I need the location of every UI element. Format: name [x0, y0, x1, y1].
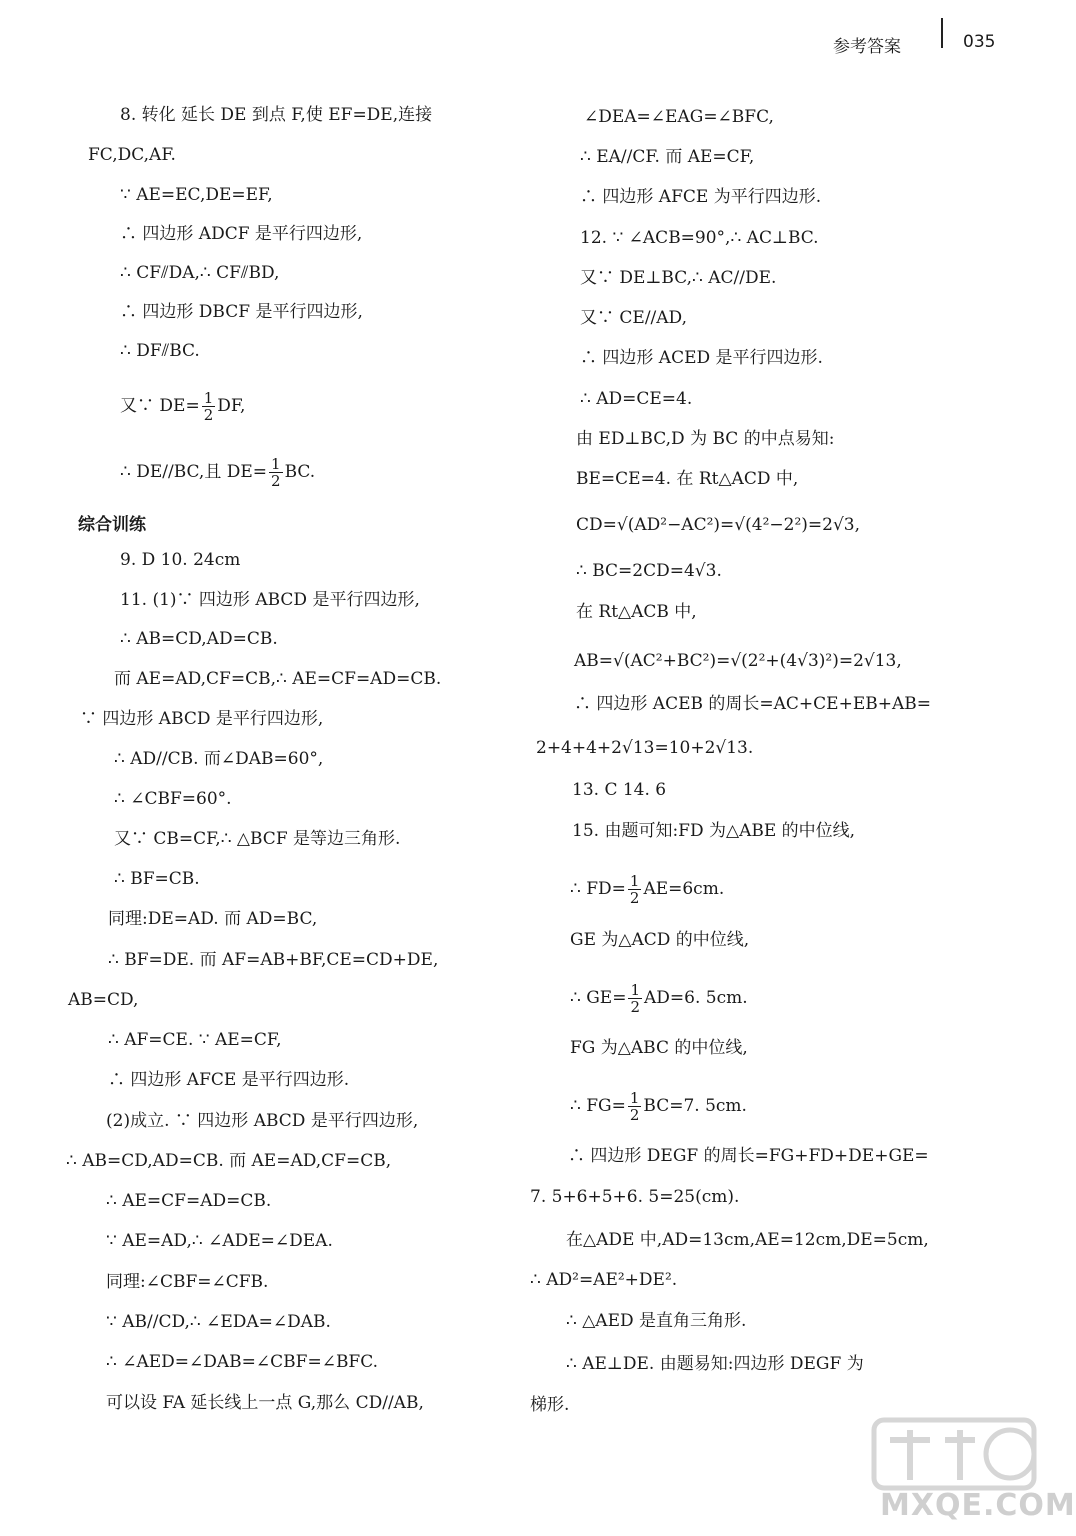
- text-line: 梯形.: [530, 1395, 570, 1415]
- text-part: 又∵ DE=: [120, 396, 200, 416]
- text-line: ∴ EA//CF. 而 AE=CF,: [580, 147, 755, 167]
- text-line: ∴ ∠CBF=60°.: [114, 789, 232, 809]
- text-part: ∴ FD=: [570, 879, 626, 899]
- text-line: ∴ 四边形 DEGF 的周长=FG+FD+DE+GE=: [568, 1146, 929, 1166]
- text-line: ∴ BF=CB.: [114, 869, 200, 889]
- text-line: ∴ 四边形 AFCE 是平行四边形.: [108, 1070, 350, 1090]
- text-line: ∠DEA=∠EAG=∠BFC,: [584, 107, 774, 127]
- text-line: 又∵ CE//AD,: [580, 308, 687, 328]
- fraction: [202, 390, 216, 423]
- text-line: ∴ AE⊥DE. 由题易知:四边形 DEGF 为: [566, 1354, 864, 1374]
- text-part: AE=6cm.: [643, 879, 725, 899]
- text-line: [120, 390, 245, 423]
- text-line: ∴ BC=2CD=4√3.: [576, 561, 722, 581]
- text-line: ∵ AE=EC,DE=EF,: [120, 185, 273, 205]
- text-line: [120, 456, 315, 489]
- fraction-numerator: 1: [271, 455, 281, 473]
- text-line: ∴ 四边形 AFCE 为平行四边形.: [580, 187, 822, 207]
- text-line: ∴ 四边形 ADCF 是平行四边形,: [120, 224, 363, 244]
- text-line: ∴ DF⫽BC.: [120, 341, 200, 361]
- section-heading: 综合训练: [78, 515, 146, 535]
- watermark-text: MXQE.COM: [880, 1488, 1076, 1523]
- text-line: ∵ AE=AD,∴ ∠ADE=∠DEA.: [106, 1231, 333, 1251]
- text-line: ∴ △AED 是直角三角形.: [566, 1311, 747, 1331]
- text-line: ∵ AB//CD,∴ ∠EDA=∠DAB.: [106, 1312, 331, 1332]
- text-line: 在△ADE 中,AD=13cm,AE=12cm,DE=5cm,: [566, 1230, 929, 1250]
- text-line: FC,DC,AF.: [88, 145, 176, 165]
- text-line: GE 为△ACD 的中位线,: [570, 930, 750, 950]
- text-line: ∴ AB=CD,AD=CB. 而 AE=AD,CF=CB,: [66, 1151, 392, 1171]
- text-line: [570, 982, 748, 1015]
- text-line: ∴ AD²=AE²+DE².: [530, 1270, 678, 1290]
- fraction-denominator: 2: [629, 889, 640, 907]
- text-line: FG 为△ABC 的中位线,: [570, 1038, 748, 1058]
- text-part: BC=7. 5cm.: [643, 1096, 747, 1116]
- text-line: ∴ ∠AED=∠DAB=∠CBF=∠BFC.: [106, 1352, 379, 1372]
- fraction-numerator: 1: [629, 1089, 640, 1107]
- header-divider: [941, 18, 943, 48]
- text-line: BE=CE=4. 在 Rt△ACD 中,: [576, 469, 799, 489]
- text-line: ∴ BF=DE. 而 AF=AB+BF,CE=CD+DE,: [108, 950, 439, 970]
- text-line: ∴ AF=CE. ∵ AE=CF,: [108, 1030, 282, 1050]
- text-line: 又∵ CB=CF,∴ △BCF 是等边三角形.: [114, 829, 401, 849]
- fraction: [628, 873, 642, 906]
- text-line: ∴ AD=CE=4.: [580, 389, 693, 409]
- fraction-denominator: 2: [271, 472, 281, 490]
- fraction-numerator: 1: [630, 981, 641, 999]
- fraction-numerator: 1: [203, 389, 214, 407]
- fraction-denominator: 2: [203, 406, 214, 424]
- text-line: 11. (1)∵ 四边形 ABCD 是平行四边形,: [120, 590, 420, 610]
- text-line: 15. 由题可知:FD 为△ABE 的中位线,: [572, 821, 856, 841]
- fraction: [628, 982, 642, 1015]
- text-line: ∴ CF⫽DA,∴ CF⫽BD,: [120, 263, 280, 283]
- fraction-numerator: 1: [629, 872, 640, 890]
- fraction: [269, 456, 283, 489]
- text-part: ∴ FG=: [570, 1096, 626, 1116]
- fraction-denominator: 2: [630, 998, 641, 1016]
- text-line: 9. D 10. 24cm: [120, 550, 241, 570]
- text-line: 可以设 FA 延长线上一点 G,那么 CD//AB,: [106, 1393, 424, 1413]
- text-line: [570, 873, 724, 906]
- text-part: ∴ GE=: [570, 988, 627, 1008]
- text-line: ∴ 四边形 ACED 是平行四边形.: [580, 348, 823, 368]
- text-line: (2)成立. ∵ 四边形 ABCD 是平行四边形,: [106, 1111, 419, 1131]
- text-line: 同理:DE=AD. 而 AD=BC,: [108, 909, 318, 929]
- text-line: ∴ AD//CB. 而∠DAB=60°,: [114, 749, 324, 769]
- text-line: ∴ AE=CF=AD=CB.: [106, 1191, 272, 1211]
- text-line: 12. ∵ ∠ACB=90°,∴ AC⊥BC.: [580, 228, 819, 248]
- text-line: CD=√(AD²−AC²)=√(4²−2²)=2√3,: [576, 515, 861, 535]
- fraction-denominator: 2: [629, 1106, 640, 1124]
- fraction: [628, 1090, 642, 1123]
- text-line: ∵ 四边形 ABCD 是平行四边形,: [80, 709, 324, 729]
- text-line: AB=CD,: [68, 990, 139, 1010]
- text-line: ∴ 四边形 ACEB 的周长=AC+CE+EB+AB=: [574, 694, 931, 714]
- text-line: [570, 1090, 747, 1123]
- text-line: 8. 转化 延长 DE 到点 F,使 EF=DE,连接: [120, 105, 433, 125]
- text-line: ∴ AB=CD,AD=CB.: [120, 629, 278, 649]
- text-line: 在 Rt△ACB 中,: [576, 602, 697, 622]
- text-part: AD=6. 5cm.: [644, 988, 748, 1008]
- text-part: ∴ DE//BC,且 DE=: [120, 462, 268, 482]
- text-line: 同理:∠CBF=∠CFB.: [106, 1272, 269, 1292]
- text-line: 13. C 14. 6: [572, 780, 667, 800]
- text-line: 而 AE=AD,CF=CB,∴ AE=CF=AD=CB.: [114, 669, 442, 689]
- text-line: AB=√(AC²+BC²)=√(2²+(4√3)²)=2√13,: [574, 651, 902, 671]
- text-line: ∴ 四边形 DBCF 是平行四边形,: [120, 302, 363, 322]
- text-line: 7. 5+6+5+6. 5=25(cm).: [530, 1187, 740, 1207]
- header-title: 参考答案: [833, 37, 901, 57]
- text-part: DF,: [217, 396, 246, 416]
- text-line: 由 ED⊥BC,D 为 BC 的中点易知:: [576, 429, 835, 449]
- page-number: 035: [963, 32, 996, 52]
- text-part: BC.: [284, 462, 316, 482]
- text-line: 2+4+4+2√13=10+2√13.: [536, 738, 754, 758]
- text-line: 又∵ DE⊥BC,∴ AC//DE.: [580, 268, 777, 288]
